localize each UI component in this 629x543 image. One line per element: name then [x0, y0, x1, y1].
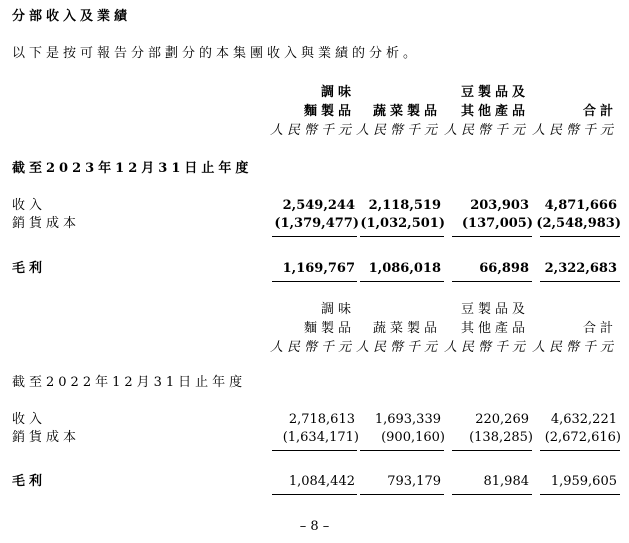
- col-unit-4: 人民幣千元: [531, 340, 617, 355]
- row-label-cost-of-sales: 銷貨成本: [12, 216, 81, 231]
- col-header-noodle-line1: 調味: [320, 85, 355, 100]
- col-header-total: 合計: [582, 104, 617, 119]
- col-unit-1: 人民幣千元: [269, 123, 355, 138]
- total-rule: [540, 281, 620, 282]
- cell-value: 793,179: [387, 474, 441, 489]
- cell-value: (2,672,616): [544, 430, 621, 445]
- col-header-noodle-line2: 麵製品: [303, 104, 355, 119]
- col-unit-3: 人民幣千元: [443, 340, 529, 355]
- col-unit-2: 人民幣千元: [355, 340, 441, 355]
- col-header-bean-line2: 其他產品: [460, 321, 529, 336]
- subtotal-rule: [272, 450, 357, 451]
- cell-value: 1,959,605: [550, 474, 617, 489]
- col-header-noodle-line1: 調味: [320, 302, 355, 317]
- col-unit-2: 人民幣千元: [355, 123, 441, 138]
- cell-value: 2,718,613: [288, 412, 355, 427]
- cell-value: 2,322,683: [544, 261, 617, 276]
- cell-value: 1,086,018: [368, 261, 441, 276]
- cell-value: 81,984: [483, 474, 529, 489]
- section-title: 分部收入及業績: [12, 9, 132, 24]
- cell-value: 203,903: [470, 198, 529, 213]
- col-header-bean-line2: 其他產品: [460, 104, 529, 119]
- cell-value: 4,632,221: [550, 412, 617, 427]
- cell-value: (900,160): [381, 430, 445, 445]
- col-unit-3: 人民幣千元: [443, 123, 529, 138]
- cell-value: 2,118,519: [368, 198, 441, 213]
- subtotal-rule: [540, 236, 620, 237]
- cell-value: (138,285): [469, 430, 533, 445]
- col-header-bean-line1: 豆製品及: [460, 85, 529, 100]
- subtotal-rule: [452, 450, 532, 451]
- total-rule: [272, 494, 357, 495]
- intro-paragraph: 以下是按可報告分部劃分的本集團收入與業績的分析。: [12, 46, 421, 61]
- cell-value: (1,032,501): [360, 216, 445, 231]
- total-rule: [272, 281, 357, 282]
- col-unit-4: 人民幣千元: [531, 123, 617, 138]
- col-header-bean-line1: 豆製品及: [460, 302, 529, 317]
- col-unit-1: 人民幣千元: [269, 340, 355, 355]
- cell-value: (137,005): [461, 216, 533, 231]
- page-number: – 8 –: [299, 519, 330, 534]
- subtotal-rule: [452, 236, 532, 237]
- cell-value: 1,693,339: [374, 412, 441, 427]
- col-header-vegetable: 蔬菜製品: [372, 321, 441, 336]
- row-label-cost-of-sales: 銷貨成本: [12, 430, 81, 445]
- subtotal-rule: [360, 450, 444, 451]
- col-header-total: 合計: [582, 321, 617, 336]
- total-rule: [452, 494, 532, 495]
- cell-value: 2,549,244: [282, 198, 355, 213]
- row-label-gross-profit: 毛利: [12, 261, 47, 276]
- row-label-revenue: 收入: [12, 198, 47, 213]
- total-rule: [452, 281, 532, 282]
- cell-value: (1,634,171): [282, 430, 359, 445]
- cell-value: 66,898: [479, 261, 529, 276]
- row-label-gross-profit: 毛利: [12, 474, 47, 489]
- col-header-vegetable: 蔬菜製品: [372, 104, 441, 119]
- total-rule: [360, 494, 444, 495]
- subtotal-rule: [360, 236, 444, 237]
- cell-value: 1,169,767: [282, 261, 355, 276]
- period-2022: 截至2022年12月31日止年度: [12, 375, 247, 390]
- row-label-revenue: 收入: [12, 412, 47, 427]
- total-rule: [360, 281, 444, 282]
- cell-value: 220,269: [475, 412, 529, 427]
- total-rule: [540, 494, 620, 495]
- cell-value: 4,871,666: [544, 198, 617, 213]
- subtotal-rule: [272, 236, 357, 237]
- col-header-noodle-line2: 麵製品: [303, 321, 355, 336]
- subtotal-rule: [540, 450, 620, 451]
- cell-value: (2,548,983): [536, 216, 621, 231]
- cell-value: 1,084,442: [288, 474, 355, 489]
- period-2023: 截至2023年12月31日止年度: [12, 161, 253, 176]
- cell-value: (1,379,477): [274, 216, 359, 231]
